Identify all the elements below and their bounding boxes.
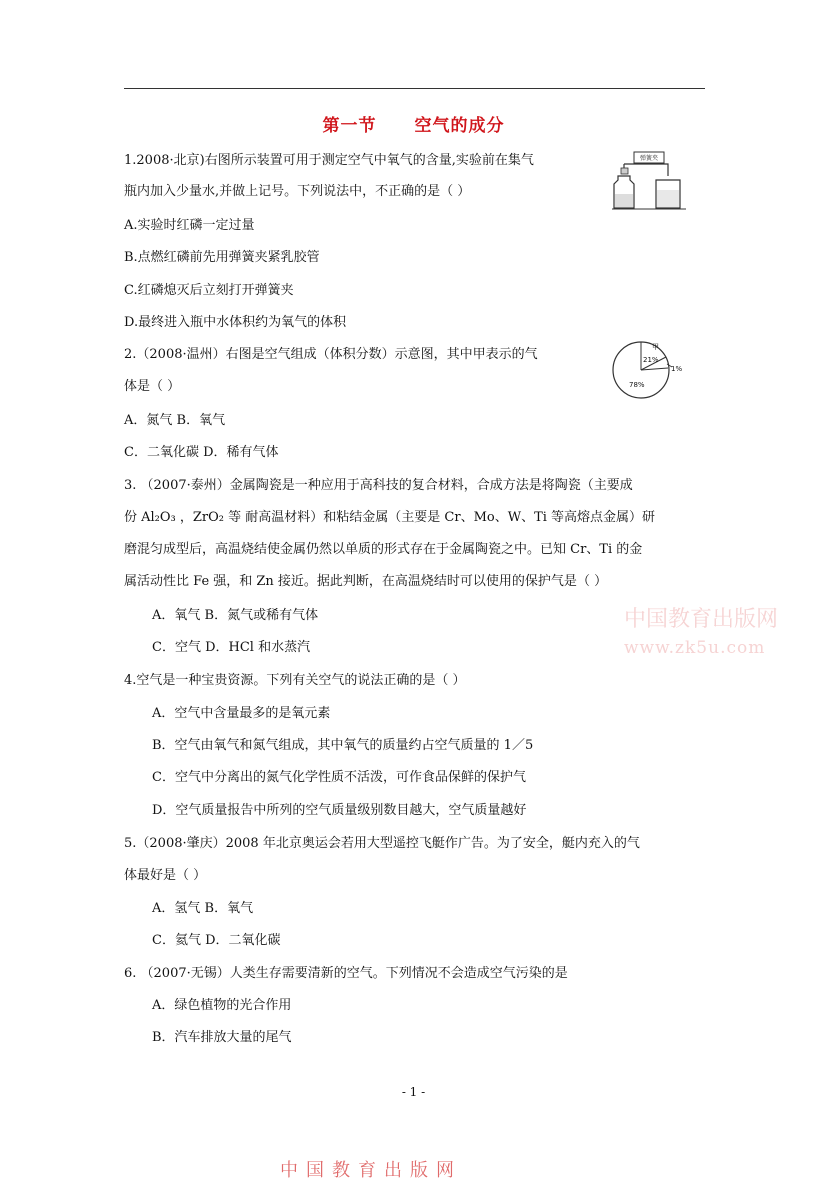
page-number: - 1 - <box>401 1085 426 1099</box>
clamp-label: 弹簧夹 <box>639 155 659 162</box>
pie-label-1: 1% <box>671 365 683 373</box>
watermark <box>624 606 794 662</box>
header-rule <box>124 88 705 89</box>
q2-options-ab: A．氮气 B．氧气 <box>124 413 226 428</box>
q3-options-cd: C．空气 D．HCl 和水蒸汽 <box>152 640 311 655</box>
pie-label-jia: 甲 <box>652 343 659 351</box>
q2-line-1: 2.（2008·温州）右图是空气组成（体积分数）示意图，其中甲表示的气 <box>124 347 538 362</box>
watermark-url: www.zk5u.com <box>624 638 766 658</box>
q1-line-2: 瓶内加入少量水,并做上记号。下列说法中，不正确的是（ ） <box>124 184 471 199</box>
q1-option-c: C.红磷熄灭后立刻打开弹簧夹 <box>124 283 294 298</box>
q2-options-cd: C．二氧化碳 D．稀有气体 <box>124 445 279 460</box>
q4-option-d: D．空气质量报告中所列的空气质量级别数目越大，空气质量越好 <box>152 803 527 818</box>
q6-option-a: A．绿色植物的光合作用 <box>152 998 292 1013</box>
q3-options-ab: A．氧气 B．氮气或稀有气体 <box>152 608 319 623</box>
bottom-cut-text: 中国教育出版网 <box>280 1160 462 1181</box>
q5-line-1: 5.（2008·肇庆）2008 年北京奥运会若用大型遥控飞艇作广告。为了安全，艇内充入的气 <box>124 836 640 851</box>
q4-option-c: C．空气中分离出的氮气化学性质不活泼，可作食品保鲜的保护气 <box>152 770 526 785</box>
q4-line-1: 4.空气是一种宝贵资源。下列有关空气的说法正确的是（ ） <box>124 673 466 688</box>
q5-options-cd: C．氦气 D．二氧化碳 <box>152 933 281 948</box>
q3-line-4: 属活动性比 Fe 强，和 Zn 接近。据此判断，在高温烧结时可以使用的保护气是（ ） <box>124 574 608 589</box>
q6-option-b: B．汽车排放大量的尾气 <box>152 1030 292 1045</box>
q1-option-b: B.点燃红磷前先用弹簧夹紧乳胶管 <box>124 250 320 265</box>
q3-line-2: 份 Al₂O₃ ，ZrO₂ 等 耐高温材料）和粘结金属（主要是 Cr、Mo、W、Ti 等高熔点金属）研 <box>124 510 656 525</box>
air-composition-pie <box>609 337 685 401</box>
title-part1: 第一节 <box>322 116 377 136</box>
title-part2: 空气的成分 <box>414 116 505 136</box>
q4-option-a: A．空气中含量最多的是氧元素 <box>152 706 331 721</box>
q4-option-b: B．空气由氧气和氮气组成，其中氧气的质量约占空气质量的 1／5 <box>152 738 534 753</box>
q1-line-1: 1.2008·北京)右图所示装置可用于测定空气中氧气的含量,实验前在集气 <box>124 153 534 168</box>
q3-line-3: 磨混匀成型后，高温烧结使金属仍然以单质的形式存在于金属陶瓷之中。已知 Cr、Ti 的金 <box>124 542 643 557</box>
q1-option-a: A.实验时红磷一定过量 <box>124 218 255 233</box>
q1-option-d: D.最终进入瓶中水体积约为氧气的体积 <box>124 315 347 330</box>
q6-line-1: 6. （2007·无锡）人类生存需要清新的空气。下列情况不会造成空气污染的是 <box>124 966 568 981</box>
pie-label-78: 78% <box>629 381 645 389</box>
q5-options-ab: A．氢气 B．氧气 <box>152 901 254 916</box>
apparatus-figure <box>612 150 688 212</box>
page-title <box>0 111 827 136</box>
q5-line-2: 体最好是（ ） <box>124 868 207 883</box>
pie-label-21: 21% <box>643 356 659 364</box>
q2-line-2: 体是（ ） <box>124 379 181 394</box>
watermark-text: 中国教育出版网 <box>624 607 779 632</box>
q3-line-1: 3. （2007·泰州）金属陶瓷是一种应用于高科技的复合材料，合成方法是将陶瓷（主要成 <box>124 478 633 493</box>
